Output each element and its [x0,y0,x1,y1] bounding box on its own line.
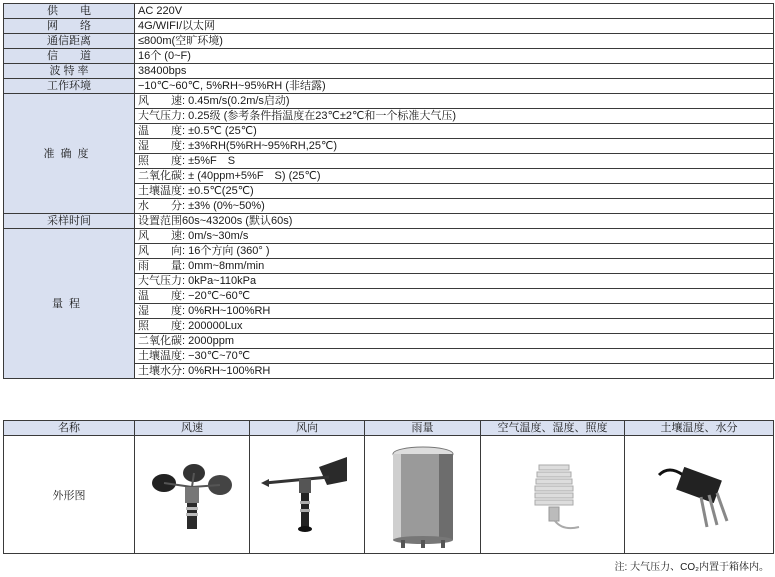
range-row: 土壤温度: −30℃~70℃ [135,349,774,364]
soil-sensor-cell [625,436,774,554]
accuracy-row: 二氧化碳: ± (40ppm+5%F S) (25℃) [135,169,774,184]
accuracy-row: 风 速: 0.45m/s(0.2m/s启动) [135,94,774,109]
header-rainfall: 雨量 [365,421,481,436]
power-value: AC 220V [135,4,774,19]
header-wind-speed: 风速 [135,421,250,436]
range-label: 量程 [4,229,135,379]
range-row: 土壤水分: 0%RH~100%RH [135,364,774,379]
sampling-value: 设置范围60s~43200s (默认60s) [135,214,774,229]
accuracy-row: 湿 度: ±3%RH(5%RH~95%RH,25℃) [135,139,774,154]
distance-value: ≤800m(空旷环境) [135,34,774,49]
wind-vane-icon [257,445,357,545]
accuracy-row: 土壤温度: ±0.5℃(25℃) [135,184,774,199]
spec-table [3,3,774,379]
range-row: 雨 量: 0mm~8mm/min [135,259,774,274]
accuracy-row: 大气压力: 0.25级 (参考条件指温度在23℃±2℃和一个标准大气压) [135,109,774,124]
anemometer-icon [142,445,242,545]
distance-label: 通信距离 [4,34,135,49]
channel-label: 信 道 [4,49,135,64]
name-header: 名称 [4,421,135,436]
accuracy-row: 水 分: ±3% (0%~50%) [135,199,774,214]
appearance-label: 外形图 [4,436,135,554]
header-air-sensor: 空气温度、湿度、照度 [481,421,625,436]
soil-probe-icon [649,445,749,545]
rain-gauge-icon [383,440,463,550]
air-sensor-cell [481,436,625,554]
range-row: 照 度: 200000Lux [135,319,774,334]
network-label: 网 络 [4,19,135,34]
accuracy-row: 照 度: ±5%F S [135,154,774,169]
anemometer-cell [135,436,250,554]
baud-value: 38400bps [135,64,774,79]
accuracy-label: 准确度 [4,94,135,214]
appearance-table [3,420,774,554]
accuracy-row: 温 度: ±0.5℃ (25℃) [135,124,774,139]
range-row: 风 速: 0m/s~30m/s [135,229,774,244]
baud-label: 波 特 率 [4,64,135,79]
header-wind-direction: 风向 [250,421,365,436]
header-soil-sensor: 土壤温度、水分 [625,421,774,436]
range-row: 大气压力: 0kPa~110kPa [135,274,774,289]
network-value: 4G/WIFI/以太网 [135,19,774,34]
range-row: 湿 度: 0%RH~100%RH [135,304,774,319]
rain-gauge-cell [365,436,481,554]
env-label: 工作环境 [4,79,135,94]
sampling-label: 采样时间 [4,214,135,229]
channel-value: 16个 (0~F) [135,49,774,64]
range-row: 二氧化碳: 2000ppm [135,334,774,349]
range-row: 温 度: −20℃~60℃ [135,289,774,304]
range-row: 风 向: 16个方向 (360° ) [135,244,774,259]
env-value: −10℃~60℃, 5%RH~95%RH (非结露) [135,79,774,94]
wind-vane-cell [250,436,365,554]
power-label: 供 电 [4,4,135,19]
footnote: 注: 大气压力、CO₂内置于箱体内。 [614,562,769,573]
shutter-box-icon [503,445,603,545]
